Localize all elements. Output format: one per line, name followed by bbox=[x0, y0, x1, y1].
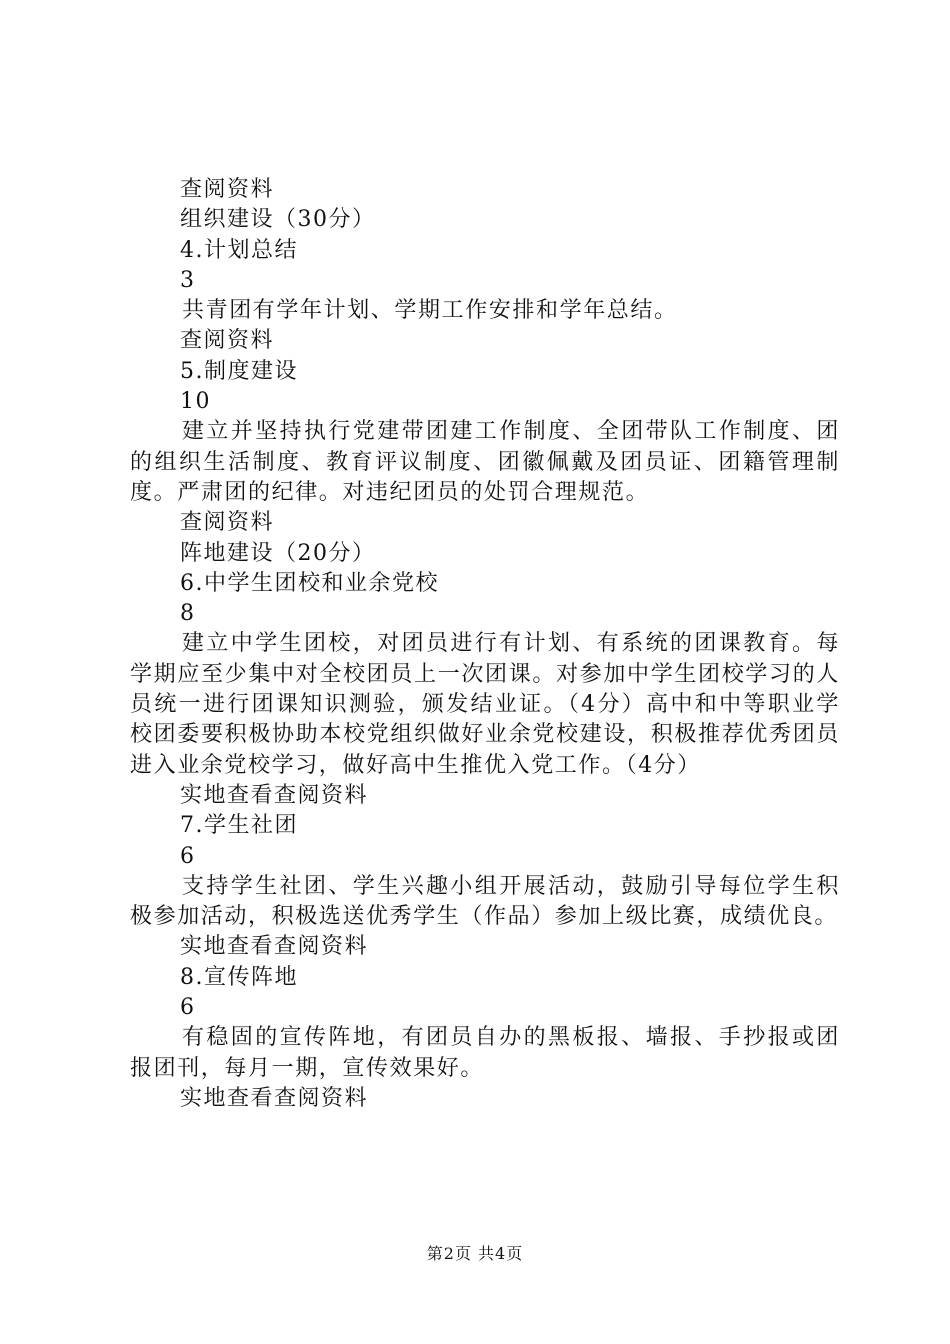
check-method: 实地查看查阅资料 bbox=[180, 1085, 369, 1111]
document-body bbox=[130, 175, 840, 1114]
item-title: 6.中学生团校和业余党校 bbox=[180, 570, 439, 596]
item-description: 支持学生社团、学生兴趣小组开展活动，鼓励引导每位学生积极参加活动，积极选送优秀学生（作品）参加上级比赛，成绩优良。 bbox=[130, 873, 840, 930]
check-method: 实地查看查阅资料 bbox=[180, 782, 369, 808]
check-method: 查阅资料 bbox=[180, 328, 275, 354]
text-line: 查阅资料 bbox=[180, 177, 275, 202]
item-title: 5.制度建设 bbox=[180, 358, 298, 384]
item-score: 3 bbox=[180, 267, 196, 293]
item-description: 共青团有学年计划、学期工作安排和学年总结。 bbox=[182, 298, 678, 324]
item-title: 8.宣传阵地 bbox=[180, 964, 298, 990]
page-number: 第2页 共4页 bbox=[426, 1244, 524, 1263]
item-score: 8 bbox=[180, 601, 196, 627]
item-score: 6 bbox=[180, 843, 196, 869]
item-score: 6 bbox=[180, 995, 196, 1021]
check-method: 实地查看查阅资料 bbox=[180, 934, 369, 960]
item-title: 4.计划总结 bbox=[180, 237, 298, 263]
page-footer bbox=[0, 1243, 950, 1265]
section-heading: 组织建设（30分） bbox=[180, 207, 376, 233]
item-description: 有稳固的宣传阵地，有团员自办的黑板报、墙报、手抄报或团报团刊，每月一期，宣传效果好。 bbox=[130, 1025, 840, 1081]
item-description: 建立中学生团校，对团员进行有计划、有系统的团课教育。每学期应至少集中对全校团员上一次团课。对参加中学生团校学习的人员统一进行团课知识测验，颁发结业证。（4分）高中和中等职业学校团委要积极协助本校党组织做好业余党校建设，积极推荐优秀团员进入业余党校学习，做好高中生推优入党工作。（4分） bbox=[130, 631, 840, 778]
section-heading: 阵地建设（20分） bbox=[180, 540, 376, 566]
item-title: 7.学生社团 bbox=[180, 813, 298, 839]
item-score: 10 bbox=[180, 389, 211, 415]
check-method: 查阅资料 bbox=[180, 510, 275, 536]
item-description: 建立并坚持执行党建带团建工作制度、全团带队工作制度、团的组织生活制度、教育评议制度、团徽佩戴及团员证、团籍管理制度。严肃团的纪律。对违纪团员的处罚合理规范。 bbox=[130, 419, 840, 505]
